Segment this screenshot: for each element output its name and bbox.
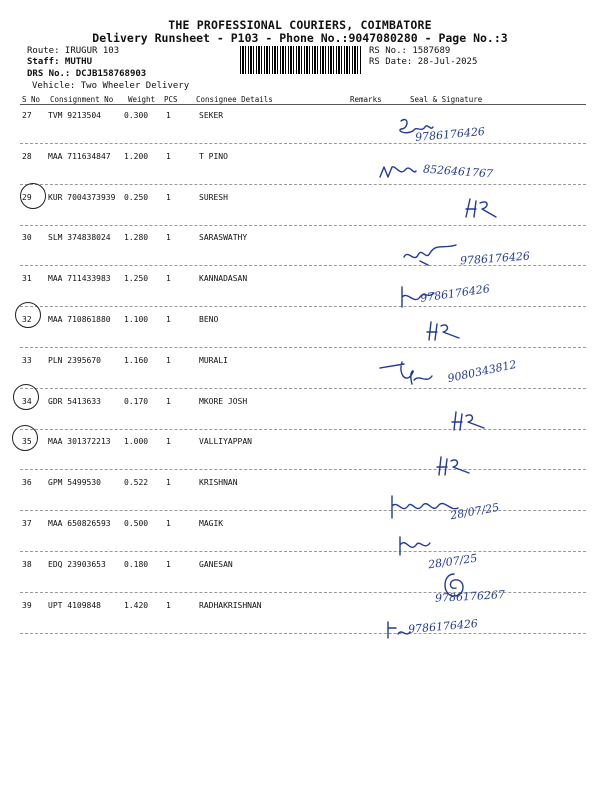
row-sno: 30 [22,233,32,242]
row-weight: 1.160 [124,356,149,365]
drs-number: DRS No.: DCJB158768903 [27,69,147,79]
row-pcs: 1 [166,397,171,406]
row-consignment-no: KUR 7004373939 [48,193,116,202]
row-pcs: 1 [166,274,171,283]
row-weight: 0.170 [124,397,149,406]
signature-27-text: 9786176426 [414,124,486,145]
row-divider [20,388,586,389]
row-consignment-no: MAA 650826593 [48,519,111,528]
row-sno: 32 [22,315,32,324]
row-weight: 0.180 [124,560,149,569]
circle-mark-32 [15,302,41,328]
signature-38 [396,533,436,559]
row-divider [20,184,586,185]
header-seal: Seal & Signature [410,95,483,104]
row-consignee: MURALI [199,356,228,365]
row-sno: 38 [22,560,32,569]
row-consignee: KANNADASAN [199,274,248,283]
row-divider [20,265,586,266]
staff-label: Staff: MUTHU [27,57,93,67]
signature-37-text: 28/07/25 [449,500,501,523]
row-consignment-no: EDQ 23903653 [48,560,106,569]
header-remarks: Remarks [350,95,382,104]
row-consignee: BENO [199,315,219,324]
row-divider [20,347,586,348]
row-consignment-no: PLN 2395670 [48,356,101,365]
circle-mark-34 [13,384,39,410]
row-weight: 0.522 [124,478,149,487]
row-sno: 27 [22,111,32,120]
row-weight: 1.280 [124,233,149,242]
rs-date: RS Date: 28-Jul-2025 [369,57,478,67]
row-divider [20,225,586,226]
row-sno: 31 [22,274,32,283]
row-consignee: KRISHNAN [199,478,238,487]
row-pcs: 1 [166,111,171,120]
row-pcs: 1 [166,478,171,487]
row-pcs: 1 [166,193,171,202]
doc-subtitle: Delivery Runsheet - P103 - Phone No.:9047080280 - Page No.:3 [92,31,508,45]
row-sno: 37 [22,519,32,528]
row-pcs: 1 [166,601,171,610]
row-consignee: MAGIK [199,519,224,528]
row-consignee: T PINO [199,152,228,161]
row-consignment-no: GDR 5413633 [48,397,101,406]
row-sno: 39 [22,601,32,610]
row-consignee: VALLIYAPPAN [199,437,252,446]
row-consignment-no: MAA 711634847 [48,152,111,161]
header-weight: Weight [128,95,156,104]
row-consignment-no: MAA 301372213 [48,437,111,446]
row-sno: 35 [22,437,32,446]
header-rule [20,104,586,105]
row-weight: 1.100 [124,315,149,324]
row-pcs: 1 [166,437,171,446]
signature-29 [462,195,498,219]
vehicle-label: Vehicle: Two Wheeler Delivery [32,81,190,91]
row-pcs: 1 [166,519,171,528]
barcode [240,46,362,74]
signature-28 [378,163,418,183]
signature-33 [378,360,442,392]
row-sno: 28 [22,152,32,161]
row-consignment-no: GPM 5499530 [48,478,101,487]
signature-31 [400,243,460,273]
row-divider [20,510,586,511]
row-weight: 1.420 [124,601,149,610]
route-label: Route: IRUGUR 103 [27,46,120,56]
row-weight: 0.500 [124,519,149,528]
header-consignment: Consignment No [50,95,114,104]
row-consignee: SURESH [199,193,228,202]
row-sno: 29 [22,193,32,202]
row-consignment-no: MAA 711433983 [48,274,111,283]
row-pcs: 1 [166,152,171,161]
row-consignee: RADHAKRISHNAN [199,601,262,610]
signature-34 [450,410,490,432]
row-consignee: SARASWATHY [199,233,248,242]
row-consignment-no: UPT 4109848 [48,601,101,610]
signature-28-text: 8526461767 [422,162,494,181]
row-divider [20,143,586,144]
row-divider [20,469,586,470]
row-consignment-no: MAA 710861880 [48,315,111,324]
row-sno: 36 [22,478,32,487]
row-sno: 34 [22,397,32,406]
header-pcs: PCS [164,95,178,104]
signature-38b-text: 9786176267 [434,588,506,605]
row-sno: 33 [22,356,32,365]
row-pcs: 1 [166,315,171,324]
row-pcs: 1 [166,356,171,365]
circle-mark-29 [20,183,46,209]
row-consignment-no: TVM 9213504 [48,111,101,120]
row-weight: 0.250 [124,193,149,202]
signature-33-text: 9080343812 [446,357,518,386]
row-weight: 1.000 [124,437,149,446]
row-pcs: 1 [166,560,171,569]
signature-36 [435,455,475,477]
header-consignee: Consignee Details [196,95,273,104]
row-weight: 0.300 [124,111,149,120]
rs-number: RS No.: 1587689 [369,46,451,56]
row-consignment-no: SLM 374838024 [48,233,111,242]
row-divider [20,633,586,634]
row-pcs: 1 [166,233,171,242]
doc-title: THE PROFESSIONAL COURIERS, COIMBATORE [168,18,432,32]
signature-32-text: 9786176426 [419,282,491,305]
row-divider [20,306,586,307]
header-sno: S No [22,95,41,104]
row-divider [20,429,586,430]
signature-39-text: 9786176426 [407,616,479,637]
row-consignee: SEKER [199,111,224,120]
row-divider [20,551,586,552]
row-consignee: MKORE JOSH [199,397,248,406]
signature-38-text: 28/07/25 [427,551,479,572]
circle-mark-35 [12,425,38,451]
row-weight: 1.250 [124,274,149,283]
signature-32b [425,318,465,342]
row-consignee: GANESAN [199,560,233,569]
signature-31-text: 9786176426 [459,249,531,268]
row-weight: 1.200 [124,152,149,161]
